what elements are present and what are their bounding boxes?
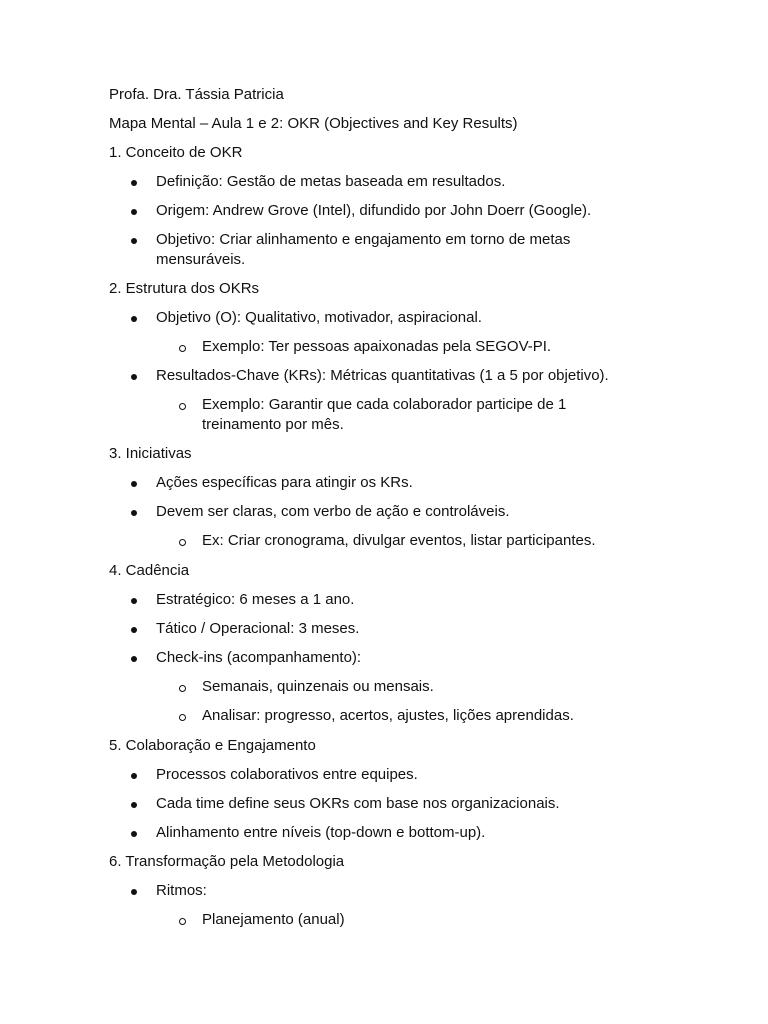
list-subitem: Ex: Criar cronograma, divulgar eventos, listar participantes. xyxy=(202,532,596,549)
bullet-circle-icon xyxy=(179,539,186,546)
bullet-circle-icon xyxy=(179,403,186,410)
document-title: Mapa Mental – Aula 1 e 2: OKR (Objectives and Key Results) xyxy=(109,115,518,132)
section-heading: 2. Estrutura dos OKRs xyxy=(109,280,260,297)
section-heading: 4. Cadência xyxy=(109,562,190,579)
bullet-circle-icon xyxy=(179,714,186,721)
bullet-dot-icon xyxy=(131,238,137,244)
bullet-dot-icon xyxy=(131,481,137,487)
list-item: Processos colaborativos entre equipes. xyxy=(156,766,418,783)
bullet-dot-icon xyxy=(131,831,137,837)
bullet-dot-icon xyxy=(131,802,137,808)
list-item: Alinhamento entre níveis (top-down e bottom-up). xyxy=(156,824,486,841)
list-subitem: Analisar: progresso, acertos, ajustes, lições aprendidas. xyxy=(202,707,574,724)
bullet-dot-icon xyxy=(131,773,137,779)
bullet-dot-icon xyxy=(131,374,137,380)
list-item: Definição: Gestão de metas baseada em resultados. xyxy=(156,173,506,190)
list-item: Tático / Operacional: 3 meses. xyxy=(156,620,360,637)
list-item: Objetivo: Criar alinhamento e engajamento em torno de metas mensuráveis. xyxy=(156,231,571,268)
list-item: Ações específicas para atingir os KRs. xyxy=(156,474,413,491)
list-subitem: Exemplo: Ter pessoas apaixonadas pela SEGOV-PI. xyxy=(202,338,552,355)
list-item: Origem: Andrew Grove (Intel), difundido por John Doerr (Google). xyxy=(156,202,592,219)
list-subitem: Exemplo: Garantir que cada colaborador participe de 1 treinamento por mês. xyxy=(202,396,567,433)
bullet-dot-icon xyxy=(131,316,137,322)
list-subitem: Planejamento (anual) xyxy=(202,911,345,928)
section-heading: 6. Transformação pela Metodologia xyxy=(109,853,345,870)
list-item: Objetivo (O): Qualitativo, motivador, aspiracional. xyxy=(156,309,482,326)
list-item: Devem ser claras, com verbo de ação e controláveis. xyxy=(156,503,510,520)
list-subitem: Semanais, quinzenais ou mensais. xyxy=(202,678,434,695)
list-item: Estratégico: 6 meses a 1 ano. xyxy=(156,591,355,608)
bullet-dot-icon xyxy=(131,209,137,215)
list-item: Cada time define seus OKRs com base nos organizacionais. xyxy=(156,795,560,812)
section-heading: 3. Iniciativas xyxy=(109,445,192,462)
bullet-circle-icon xyxy=(179,345,186,352)
bullet-dot-icon xyxy=(131,656,137,662)
bullet-dot-icon xyxy=(131,510,137,516)
bullet-dot-icon xyxy=(131,889,137,895)
list-item: Ritmos: xyxy=(156,882,207,899)
bullet-dot-icon xyxy=(131,598,137,604)
author-line: Profa. Dra. Tássia Patricia xyxy=(109,86,284,103)
bullet-dot-icon xyxy=(131,180,137,186)
section-heading: 5. Colaboração e Engajamento xyxy=(109,737,316,754)
bullet-circle-icon xyxy=(179,918,186,925)
bullet-dot-icon xyxy=(131,627,137,633)
bullet-circle-icon xyxy=(179,685,186,692)
list-item: Check-ins (acompanhamento): xyxy=(156,649,362,666)
section-heading: 1. Conceito de OKR xyxy=(109,144,243,161)
list-item: Resultados-Chave (KRs): Métricas quantitativas (1 a 5 por objetivo). xyxy=(156,367,609,384)
